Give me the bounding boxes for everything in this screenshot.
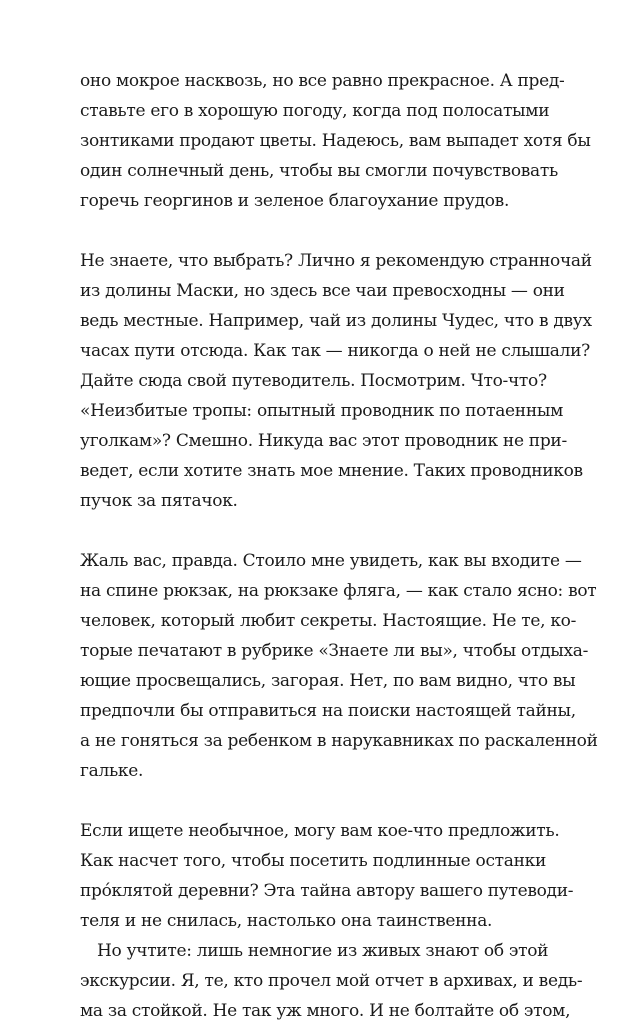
- text-line: Жаль вас, правда. Стоило мне увидеть, как вы входите —: [80, 551, 582, 571]
- text-line: один солнечный день, чтобы вы смогли почувствовать: [80, 161, 558, 181]
- text-line: часах пути отсюда. Как так — никогда о ней не слышали?: [80, 341, 590, 361]
- text-line: уголкам»? Смешно. Никуда вас этот проводник не при-: [80, 431, 567, 451]
- text-line: горечь георгинов и зеленое благоухание прудов.: [80, 191, 510, 211]
- text-line: про́клятой деревни? Эта тайна автору вашего путеводи-: [80, 881, 574, 901]
- text-line: ставьте его в хорошую погоду, когда под полосатыми: [80, 101, 550, 121]
- text-line: пучок за пятачок.: [80, 491, 238, 511]
- paragraph-4: [80, 816, 574, 936]
- text-line: Дайте сюда свой путеводитель. Посмотрим. Что-что?: [80, 371, 547, 391]
- text-line: человек, который любит секреты. Настоящие. Не те, ко-: [80, 611, 577, 631]
- text-line: предпочли бы отправиться на поиски настоящей тайны,: [80, 701, 576, 721]
- text-line: гальке.: [80, 761, 144, 781]
- paragraph-2: [80, 246, 592, 516]
- paragraph-5: [80, 936, 583, 1026]
- book-page: [80, 66, 598, 1026]
- text-line: зонтиками продают цветы. Надеюсь, вам выпадет хотя бы: [80, 131, 591, 151]
- text-line: теля и не снилась, настолько она таинственна.: [80, 911, 493, 931]
- text-line: Не знаете, что выбрать? Лично я рекомендую странночай: [80, 251, 592, 271]
- text-line: а не гоняться за ребенком в нарукавниках по раскаленной: [80, 731, 598, 751]
- text-line: торые печатают в рубрике «Знаете ли вы», чтобы отдыха-: [80, 641, 589, 661]
- paragraph-gap: [80, 216, 546, 246]
- paragraph-gap: [80, 786, 546, 816]
- text-line: Если ищете необычное, могу вам кое-что предложить.: [80, 821, 560, 841]
- text-line: ющие просвещались, загорая. Нет, по вам видно, что вы: [80, 671, 576, 691]
- text-line: ма за стойкой. Не так уж много. И не болтайте об этом,: [80, 1001, 571, 1021]
- paragraph-gap: [80, 516, 546, 546]
- text-line: Но учтите: лишь немногие из живых знают об этой: [97, 941, 549, 961]
- text-line: из долины Маски, но здесь все чаи превосходны — они: [80, 281, 565, 301]
- text-line: на спине рюкзак, на рюкзаке фляга, — как стало ясно: вот: [80, 581, 597, 601]
- text-line: «Неизбитые тропы: опытный проводник по потаенным: [80, 401, 564, 421]
- text-line: оно мокрое насквозь, но все равно прекрасное. А пред-: [80, 71, 565, 91]
- paragraph-3: [80, 546, 598, 786]
- text-line: ведет, если хотите знать мое мнение. Таких проводников: [80, 461, 583, 481]
- paragraph-1: [80, 66, 591, 216]
- text-line: экскурсии. Я, те, кто прочел мой отчет в архивах, и ведь-: [80, 971, 583, 991]
- text-line: Как насчет того, чтобы посетить подлинные останки: [80, 851, 546, 871]
- text-line: ведь местные. Например, чай из долины Чудес, что в двух: [80, 311, 592, 331]
